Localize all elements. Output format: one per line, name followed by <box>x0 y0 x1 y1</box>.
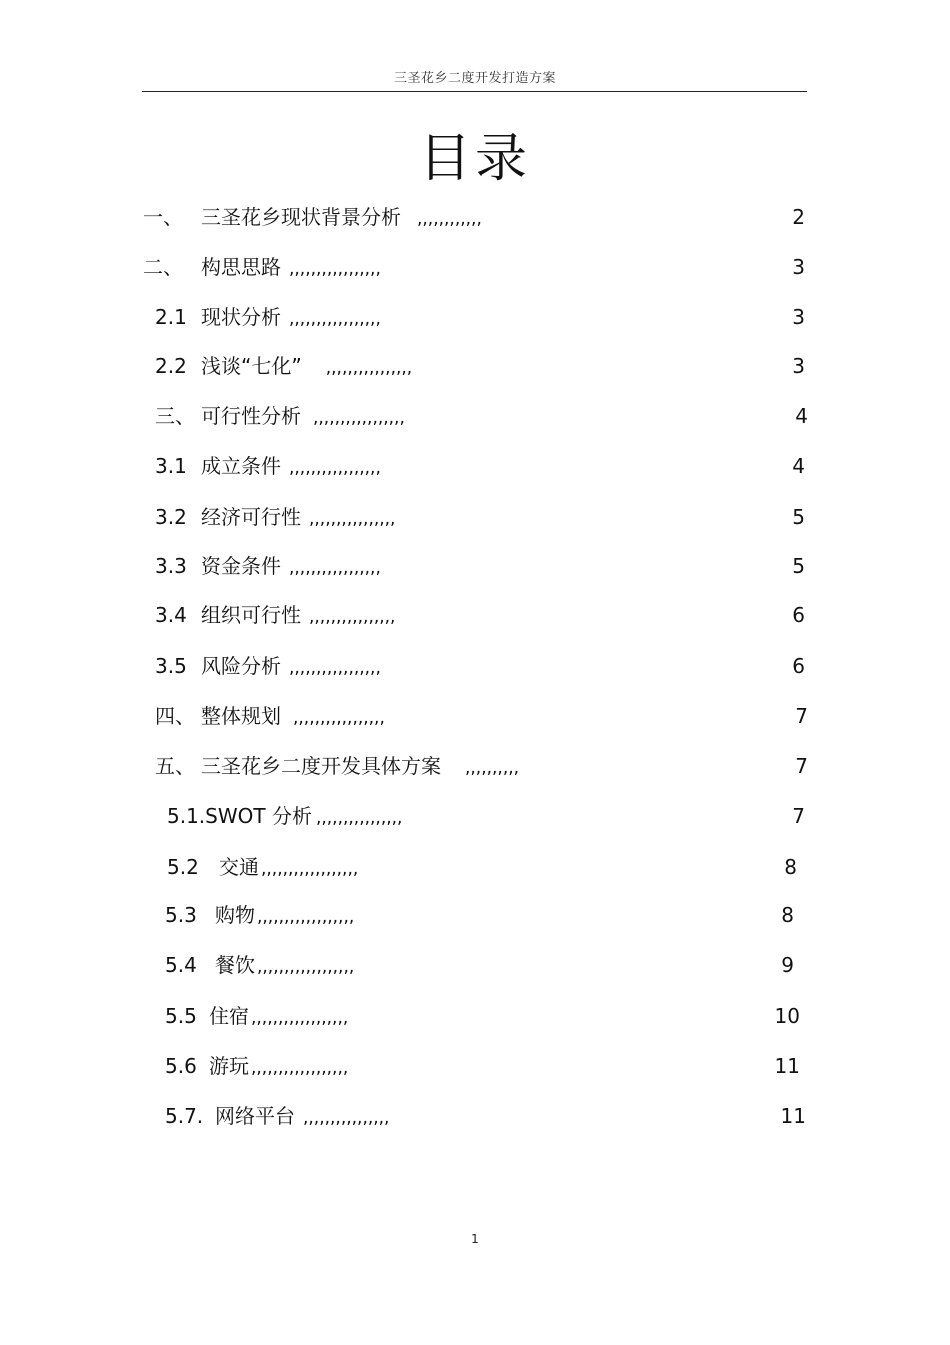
toc-entry-leader: ,,,,,,,,,,,,,,,,, <box>289 558 381 578</box>
toc-entry[interactable] <box>165 1101 389 1131</box>
toc-entry-label: 资金条件 <box>201 554 281 578</box>
toc-entry-number: 5.7. <box>165 1104 204 1128</box>
toc-entry[interactable] <box>155 651 381 681</box>
toc-entry-leader: ,,,,,,,,,,,,,,,,,, <box>251 1058 349 1078</box>
toc-entry-page: 2 <box>792 205 805 229</box>
toc-entry-page: 9 <box>781 953 794 977</box>
toc-entry-number: 3.5 <box>155 654 187 678</box>
toc-entry-page: 11 <box>774 1054 800 1078</box>
toc-entry-number: 3.3 <box>155 554 187 578</box>
toc-entry-page: 11 <box>780 1104 806 1128</box>
toc-entry[interactable] <box>165 1051 348 1081</box>
toc-entry[interactable] <box>155 302 381 332</box>
toc-entry-leader: ,,,,,,,,,,,,,,,, <box>303 1108 390 1128</box>
toc-entry[interactable] <box>165 950 354 980</box>
toc-entry-number: 5.4 <box>165 953 197 977</box>
toc-entry-number: 四、 <box>155 704 195 728</box>
toc-entry-number: 2.1 <box>155 305 187 329</box>
footer-page-number: 1 <box>471 1232 479 1246</box>
toc-entry-label: 三圣花乡现状背景分析 <box>201 205 401 229</box>
toc-entry-leader: ,,,,,,,,,,,, <box>417 209 482 229</box>
toc-entry[interactable] <box>155 751 519 781</box>
toc-entry-number: 5.2 <box>167 855 199 879</box>
toc-entry-page: 3 <box>792 354 805 378</box>
toc-entry-number: 5.1. <box>167 804 206 828</box>
toc-entry-page: 3 <box>792 305 805 329</box>
toc-entry[interactable] <box>143 252 381 282</box>
toc-entry-number: 一、 <box>143 205 183 229</box>
toc-entry-leader: ,,,,,,,,,,,,,,,,,, <box>257 957 355 977</box>
toc-entry[interactable] <box>155 701 385 731</box>
toc-entry-leader: ,,,,,,,,,,,,,,,,, <box>289 309 381 329</box>
toc-entry-number: 二、 <box>143 255 183 279</box>
toc-entry-page: 5 <box>792 554 805 578</box>
toc-entry[interactable] <box>165 900 354 930</box>
toc-entry-number: 5.5 <box>165 1004 197 1028</box>
toc-entry-label: 整体规划 <box>201 704 281 728</box>
toc-entry-page: 6 <box>792 603 805 627</box>
toc-entry-label: 风险分析 <box>201 654 281 678</box>
toc-entry-label: 三圣花乡二度开发具体方案 <box>201 754 441 778</box>
toc-entry-leader: ,,,,,,,,,,,,,,,,,, <box>261 859 359 879</box>
toc-entry-leader: ,,,,,,,,,,,,,,,, <box>309 509 396 529</box>
toc-entry-number: 5.3 <box>165 903 197 927</box>
toc-entry-leader: ,,,,,,,,,, <box>465 758 520 778</box>
toc-entry-leader: ,,,,,,,,,,,,,,,, <box>315 808 403 828</box>
toc-entry-page: 4 <box>795 404 808 428</box>
toc-entry-label: 浅谈“七化” <box>201 354 302 378</box>
toc-entry-page: 8 <box>784 855 797 879</box>
toc-entry-leader: ,,,,,,,,,,,,,,,,,, <box>257 907 355 927</box>
toc-entry-page: 10 <box>774 1004 800 1028</box>
toc-entry[interactable] <box>143 202 482 232</box>
toc-entry-number: 3.1 <box>155 454 187 478</box>
toc-entry-label: 构思思路 <box>201 255 281 279</box>
toc-entry-label: 购物 <box>215 903 255 927</box>
toc-entry-number: 五、 <box>155 754 195 778</box>
toc-entry-label: 可行性分析 <box>201 404 301 428</box>
toc-entry-page: 6 <box>792 654 805 678</box>
toc-entry-page: 3 <box>792 255 805 279</box>
toc-entry-leader: ,,,,,,,,,,,,,,,,, <box>289 658 381 678</box>
toc-entry[interactable] <box>155 401 405 431</box>
toc-entry-leader: ,,,,,,,,,,,,,,,,, <box>293 708 385 728</box>
toc-entry-page: 4 <box>792 454 805 478</box>
toc-entry-leader: ,,,,,,,,,,,,,,,, <box>309 607 396 627</box>
toc-entry-label: 住宿 <box>209 1004 249 1028</box>
toc-entry-label: 餐饮 <box>215 953 255 977</box>
toc-title: 目录 <box>418 129 531 189</box>
toc-entry-number: 5.6 <box>165 1054 197 1078</box>
toc-entry-page: 5 <box>792 505 805 529</box>
toc-entry[interactable] <box>155 351 412 381</box>
toc-entry-leader: ,,,,,,,,,,,,,,,,,, <box>251 1008 349 1028</box>
toc-entry[interactable] <box>155 551 381 581</box>
toc-entry-number: 3.2 <box>155 505 187 529</box>
toc-entry[interactable] <box>167 852 358 882</box>
toc-entry-page: 8 <box>781 903 794 927</box>
toc-entry-label: 网络平台 <box>215 1104 295 1128</box>
toc-entry-label: SWOT 分析 <box>205 804 312 828</box>
toc-entry-leader: ,,,,,,,,,,,,,,,,, <box>289 458 381 478</box>
toc-entry-label: 经济可行性 <box>201 505 301 529</box>
toc-entry[interactable] <box>167 801 402 831</box>
running-header: 三圣花乡二度开发打造方案 <box>393 71 556 86</box>
toc-entry-number: 三、 <box>155 404 195 428</box>
toc-entry-page: 7 <box>792 804 805 828</box>
toc-entry-label: 组织可行性 <box>201 603 301 627</box>
toc-entry-leader: ,,,,,,,,,,,,,,,, <box>325 358 413 378</box>
toc-entry[interactable] <box>155 451 381 481</box>
toc-entry-leader: ,,,,,,,,,,,,,,,,, <box>289 259 381 279</box>
toc-entry-leader: ,,,,,,,,,,,,,,,,, <box>313 408 405 428</box>
toc-entry-number: 3.4 <box>155 603 187 627</box>
toc-entry-label: 成立条件 <box>201 454 281 478</box>
toc-entry[interactable] <box>155 600 395 630</box>
toc-entry-number: 2.2 <box>155 354 187 378</box>
toc-entry-page: 7 <box>795 754 808 778</box>
toc-entry[interactable] <box>165 1001 348 1031</box>
header-rule <box>142 91 807 92</box>
toc-entry-label: 现状分析 <box>201 305 281 329</box>
toc-entry-label: 游玩 <box>209 1054 249 1078</box>
toc-entry-page: 7 <box>795 704 808 728</box>
toc-entry[interactable] <box>155 502 395 532</box>
toc-entry-label: 交通 <box>219 855 259 879</box>
